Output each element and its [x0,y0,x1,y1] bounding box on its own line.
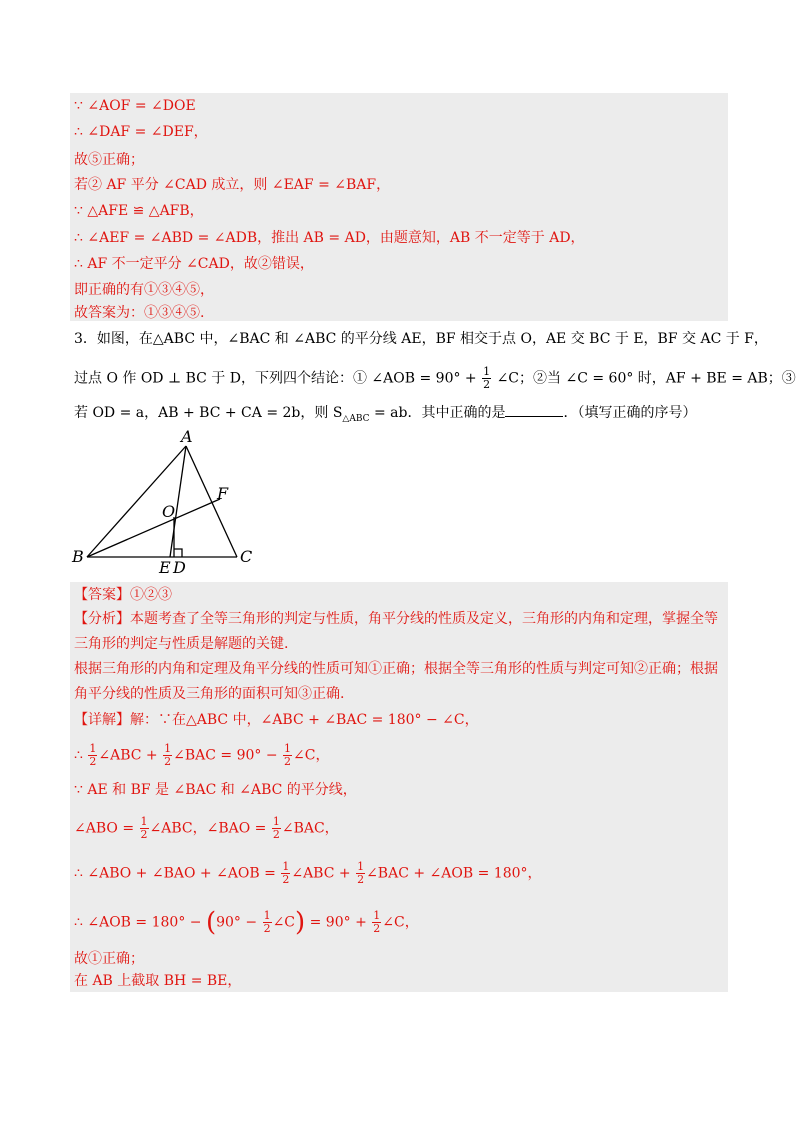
problem3-line-3a: 若 OD = a，AB + BC + CA = 2b，则 S [74,405,343,421]
side-ac [186,446,237,557]
fraction-one-half: $\frac{1}{2}$ [164,742,172,768]
problem3-line-1: 3．如图，在△ABC 中，∠BAC 和 ∠ABC 的平分线 AE，BF 相交于点 O，AE 交 BC 于 E，BF 交 AC 于 F， [74,331,768,347]
label-a: A [181,427,193,446]
problem3-line-3b: = ab．其中正确的是 [369,405,506,421]
solution-line-2: ∴ ∠DAF = ∠DEF， [74,124,208,140]
fraction-one-half: $\frac{1}{2}$ [483,365,491,391]
fraction-one-half: $\frac{1}{2}$ [272,815,280,841]
label-f: F [217,484,229,503]
solution-line-1: ∵ ∠AOF = ∠DOE [74,98,196,114]
detail-line-1: 【详解】解：∵在△ABC 中，∠ABC + ∠BAC = 180° − ∠C， [74,712,479,728]
fraction-one-half: $\frac{1}{2}$ [89,742,97,768]
problem3-line-2a: 过点 O 作 OD ⊥ BC 于 D，下列四个结论：① ∠AOB = 90° + [74,370,477,387]
detail-line-5: ∴ ∠ABO + ∠BAO + ∠AOB = $\frac{1}{2}$ ∠ABC + $\frac{1}{2}$ ∠BAC + ∠AOB = 180°， [74,860,542,886]
problem3-line-3c: ．（填写正确的序号） [563,405,697,421]
detail-line-8: 在 AB 上截取 BH = BE， [74,973,242,989]
bisector-bf [87,499,220,557]
fraction-one-half: $\frac{1}{2}$ [140,815,148,841]
label-d: D [173,558,186,575]
analysis-line-2: 三角形的判定与性质是解题的关键. [74,636,289,652]
solution-line-7: ∴ AF 不一定平分 ∠CAD，故②错误， [74,256,314,272]
right-angle-mark [174,549,182,557]
fraction-one-half: $\frac{1}{2}$ [357,860,365,886]
detail-line-2: ∴ $\frac{1}{2}$ ∠ABC + $\frac{1}{2}$ ∠BAC = 90° − $\frac{1}{2}$ ∠C， [74,742,330,768]
problem3-line-2b: ∠C；②当 ∠C = 60° 时，AF + BE = AB；③ [496,370,796,387]
answer-blank [505,404,563,417]
answer-line: 【答案】①②③ [74,587,172,603]
label-b: B [72,547,84,566]
solution-line-5: ∵ △AFE ≌ △AFB， [74,203,204,219]
solution-line-9: 故答案为：①③④⑤. [74,305,205,321]
label-e: E [159,558,171,575]
analysis-line-4: 角平分线的性质及三角形的面积可知③正确. [74,686,345,702]
detail-line-3: ∵ AE 和 BF 是 ∠BAC 和 ∠ABC 的平分线， [74,782,357,798]
detail-line-6: ∴ ∠AOB = 180° − (90° − $\frac{1}{2}$ ∠C) = 90° + $\frac{1}{2}$ ∠C， [74,907,419,938]
fraction-one-half: $\frac{1}{2}$ [263,909,271,935]
label-c: C [240,547,253,566]
detail-line-7: 故①正确； [74,951,144,967]
solution-line-4: 若② AF 平分 ∠CAD 成立，则 ∠EAF = ∠BAF， [74,177,391,193]
problem3-line-2 [74,366,796,391]
fraction-one-half: $\frac{1}{2}$ [282,860,290,886]
analysis-line-1: 【分析】本题考查了全等三角形的判定与性质，角平分线的性质及定义，三角形的内角和定理，掌握全等 [74,611,718,627]
area-subscript: △ABC [342,413,370,424]
solution-line-6: ∴ ∠AEF = ∠ABD = ∠ADB，推出 AB = AD，由题意知，AB 不一定等于 AD， [74,230,585,246]
fraction-one-half: $\frac{1}{2}$ [284,742,292,768]
label-o: O [162,502,176,521]
solution-line-8: 即正确的有①③④⑤， [74,282,214,298]
analysis-line-3: 根据三角形的内角和定理及角平分线的性质可知①正确；根据全等三角形的性质与判定可知②正确；根据 [74,661,718,677]
triangle-figure [60,425,280,575]
detail-line-4: ∠ABO = $\frac{1}{2}$ ∠ABC，∠BAO = $\frac{1}{2}$ ∠BAC， [74,815,339,841]
fraction-one-half: $\frac{1}{2}$ [373,909,381,935]
solution-line-3: 故⑤正确； [74,152,144,168]
